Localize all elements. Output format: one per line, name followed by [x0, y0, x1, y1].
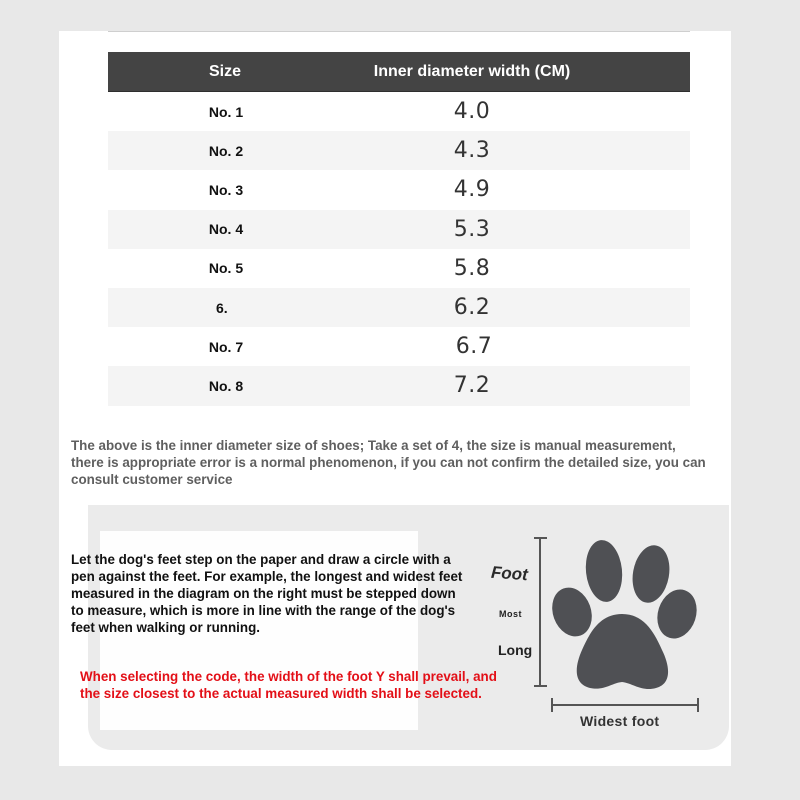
label-foot: Foot	[490, 562, 529, 585]
table-row	[108, 366, 690, 405]
size-cell: No. 2	[208, 142, 244, 159]
label-most: Most	[499, 609, 522, 619]
size-cell: 6.	[216, 299, 228, 316]
paw-toe	[546, 582, 599, 642]
table-row	[108, 249, 690, 288]
width-cell: 7.2	[453, 373, 491, 399]
width-cell: 4.0	[453, 99, 491, 125]
table-row	[108, 170, 690, 209]
label-widest-foot: Widest foot	[580, 713, 660, 729]
table-row	[108, 210, 690, 249]
width-cell: 4.3	[453, 138, 491, 164]
size-cell: No. 1	[208, 103, 244, 120]
paw-pad	[577, 614, 668, 689]
paw-diagram	[480, 530, 720, 740]
size-cell: No. 5	[208, 260, 244, 277]
width-cell: 6.7	[455, 334, 493, 360]
size-cell: No. 7	[208, 338, 244, 355]
size-note: The above is the inner diameter size of shoes; Take a set of 4, the size is manual measurement, there is appropriate error is a normal phenomenon, if you can not confirm the detailed size, you can consult customer service	[71, 438, 706, 487]
size-cell: No. 3	[208, 181, 244, 198]
width-cell: 5.8	[453, 255, 491, 281]
size-cell: No. 4	[208, 221, 244, 238]
length-bar	[534, 538, 547, 686]
table-header	[108, 52, 690, 92]
size-selection-warning: When selecting the code, the width of the foot Y shall prevail, and the size closest to the actual measured width shall be selected.	[80, 669, 497, 701]
paw-print-icon	[546, 538, 703, 689]
label-long: Long	[498, 642, 533, 658]
header-size: Size	[208, 62, 241, 80]
header-inner-diameter: Inner diameter width (CM)	[373, 62, 571, 80]
divider	[108, 31, 690, 32]
width-cell: 4.9	[453, 177, 491, 203]
size-cell: No. 8	[208, 377, 244, 394]
width-cell: 6.2	[453, 295, 491, 321]
width-bar	[552, 698, 698, 712]
paw-toe	[583, 538, 625, 603]
size-table	[108, 52, 690, 406]
width-cell: 5.3	[453, 216, 491, 242]
measurement-instructions: Let the dog's feet step on the paper and draw a circle with a pen against the feet. For example, the longest and widest feet measured in the diagram on the right must be stepped down to measure, which is more in line with the range of the dog's feet when walking or running.	[71, 552, 463, 635]
table-row	[108, 92, 690, 131]
table-row	[108, 327, 690, 366]
table-row	[108, 131, 690, 170]
table-row	[108, 288, 690, 327]
